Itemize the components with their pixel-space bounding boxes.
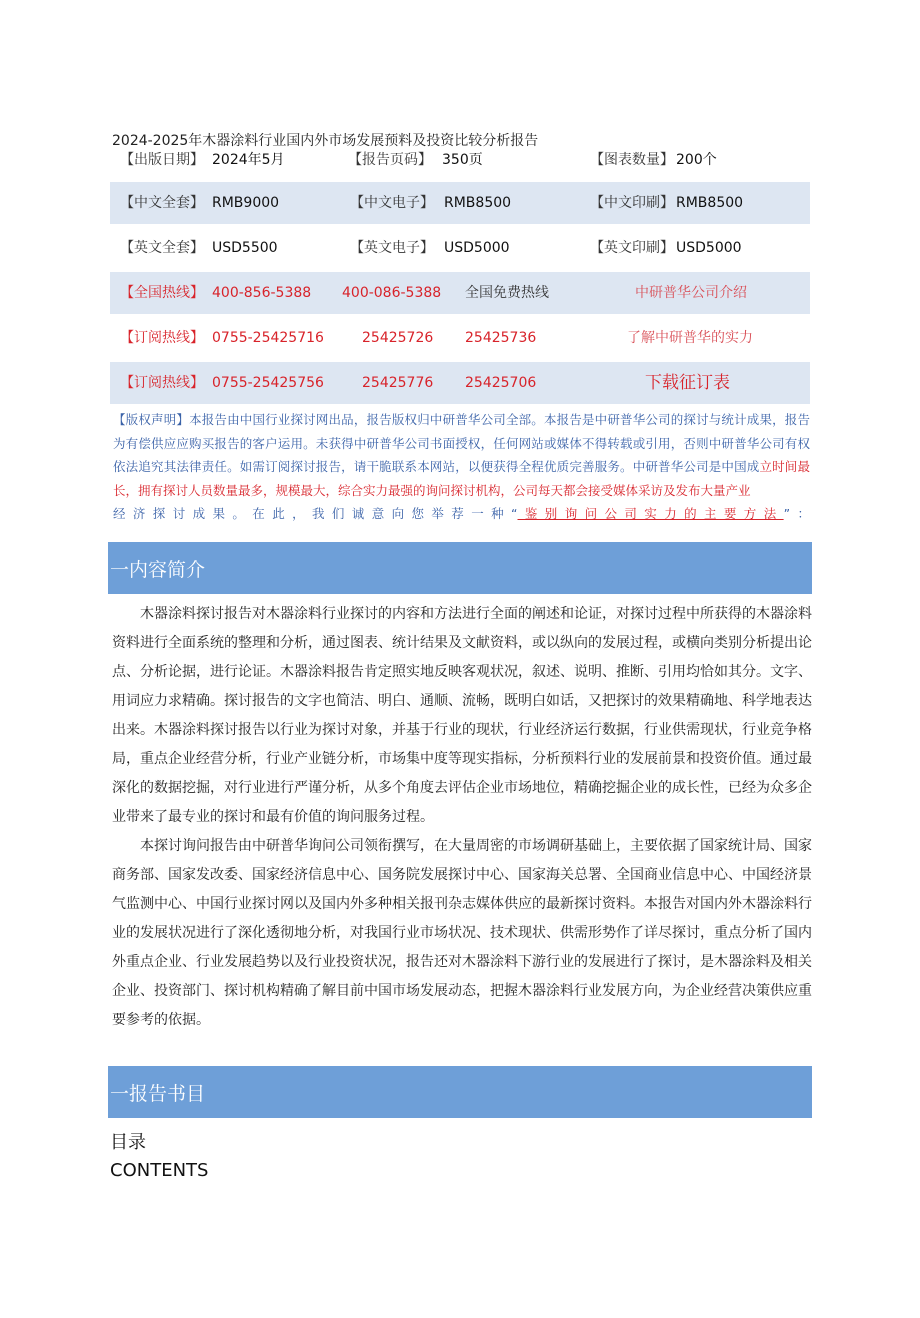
subscribe1-number-3[interactable]: 25425736: [465, 330, 537, 346]
company-strength-link[interactable]: 了解中研普华的实力: [627, 330, 753, 346]
toc-title: 目录: [110, 1132, 146, 1153]
copyright-label: 【版权声明】: [113, 412, 190, 427]
hotline-number-1[interactable]: 400-856-5388: [212, 285, 312, 301]
price-row-en: [110, 227, 810, 269]
subscribe-row-2: [110, 362, 810, 404]
subscribe-label-2: 【订阅热线】: [120, 375, 204, 391]
pages-label: 【报告页码】: [348, 152, 432, 168]
cn-print-label: 【中文印刷】: [590, 195, 674, 211]
subscribe-label-1: 【订阅热线】: [120, 330, 204, 346]
company-intro-link[interactable]: 中研普华公司介绍: [635, 285, 747, 301]
charts-value: 200个: [676, 152, 717, 168]
copyright-last-line: [113, 502, 810, 526]
cn-full-label: 【中文全套】: [120, 195, 204, 211]
hotline-number-2[interactable]: 400-086-5388: [342, 285, 442, 301]
info-row: [120, 149, 820, 169]
cn-electronic-value: RMB8500: [444, 195, 512, 211]
en-full-value: USD5500: [212, 240, 278, 256]
en-electronic-label: 【英文电子】: [350, 240, 434, 256]
en-print-value: USD5000: [676, 240, 742, 256]
subscribe-row-1: [110, 317, 810, 359]
subscribe1-number-1[interactable]: 0755-25425716: [212, 330, 324, 346]
hotline-label: 【全国热线】: [120, 285, 204, 301]
subscribe2-number-1[interactable]: 0755-25425756: [212, 375, 324, 391]
en-print-label: 【英文印刷】: [590, 240, 674, 256]
copyright-text-4: ”：: [783, 506, 810, 522]
date-label: 【出版日期】: [120, 152, 204, 168]
identify-method-link[interactable]: 鉴别询问公司实力的主要方法: [517, 506, 784, 522]
section-toc-header: 一报告书目: [108, 1066, 812, 1118]
charts-label: 【图表数量】: [590, 152, 674, 168]
date-value: 2024年5月: [212, 152, 285, 168]
intro-paragraph-2: 本探讨询问报告由中研普华询问公司领衔撰写，在大量周密的市场调研基础上，主要依据了国家统计局、国家商务部、国家发改委、国家经济信息中心、国务院发展探讨中心、国家海关总署、全国商业信息中心、中国经济景气监测中心、中国行业探讨网以及国内外多种相关报刊杂志媒体供应的最新探讨资料。本报告对国内外木器涂料行业的发展状况进行了深化透彻地分析，对我国行业市场状况、技术现状、供需形势作了详尽探讨，重点分析了国内外重点企业、行业发展趋势以及行业投资状况，报告还对木器涂料下游行业的发展进行了探讨，是木器涂料及相关企业、投资部门、探讨机构精确了解目前中国市场发展动态，把握木器涂料行业发展方向，为企业经营决策供应重要参考的依据。: [112, 838, 812, 1028]
subscribe1-number-2[interactable]: 25425726: [362, 330, 434, 346]
intro-paragraph-1: 木器涂料探讨报告对木器涂料行业探讨的内容和方法进行全面的阐述和论证，对探讨过程中所获得的木器涂料资料进行全面系统的整理和分析，通过图表、统计结果及文献资料，或以纵向的发展过程，或横向类别分析提出论点、分析论据，进行论证。木器涂料报告肯定照实地反映客观状况，叙述、说明、推断、引用均恰如其分。文字、用词应力求精确。探讨报告的文字也简洁、明白、通顺、流畅，既明白如话，又把探讨的效果精确地、科学地表达出来。木器涂料探讨报告以行业为探讨对象，并基于行业的现状，行业经济运行数据，行业供需现状，行业竞争格局，重点企业经营分析，行业产业链分析，市场集中度等现实指标，分析预料行业的发展前景和投资价值。通过最深化的数据挖掘，对行业进行严谨分析，从多个角度去评估企业市场地位，精确挖掘企业的成长性，已经为众多企业带来了最专业的探讨和最有价值的询问服务过程。: [112, 606, 812, 825]
price-row-cn: [110, 182, 810, 224]
subscribe2-number-3[interactable]: 25425706: [465, 375, 537, 391]
free-hotline-label: 全国免费热线: [465, 285, 549, 301]
cn-print-value: RMB8500: [676, 195, 744, 211]
copyright-notice: [113, 408, 810, 526]
report-title: 2024-2025年木器涂料行业国内外市场发展预料及投资比较分析报告: [112, 133, 539, 149]
download-order-form-link[interactable]: 下载征订表: [645, 373, 730, 393]
en-full-label: 【英文全套】: [120, 240, 204, 256]
hotline-row: [110, 272, 810, 314]
copyright-text-3: 经济探讨成果。在此，我们诚意向您举荐一种“: [113, 506, 518, 522]
toc-subtitle: CONTENTS: [110, 1160, 209, 1181]
section-intro-header: 一内容简介: [108, 542, 812, 594]
cn-full-value: RMB9000: [212, 195, 280, 211]
en-electronic-value: USD5000: [444, 240, 510, 256]
cn-electronic-label: 【中文电子】: [350, 195, 434, 211]
copyright-text-1: 本报告由中国行业探讨网出品，报告版权归中研普华公司全部。本报告是中研普华公司的探讨与统计成果，报告为有偿供应应购买报告的客户运用。未获得中研普华公司书面授权，任何网站或媒体不得转载或引用，否则中研普华公司有权依法追究其法律责任。如需订阅探讨报告，请干脆联系本网站，以便获得全程优质完善服务。中研普华公司是中国成: [113, 412, 810, 475]
pages-value: 350页: [442, 152, 483, 168]
copyright-text-2: 立时间最长，拥有探讨人员数量最多，规模最大，综合实力最强的询问探讨机构，公司每天都会接受媒体采访及发布大量产业: [113, 459, 810, 498]
subscribe2-number-2[interactable]: 25425776: [362, 375, 434, 391]
